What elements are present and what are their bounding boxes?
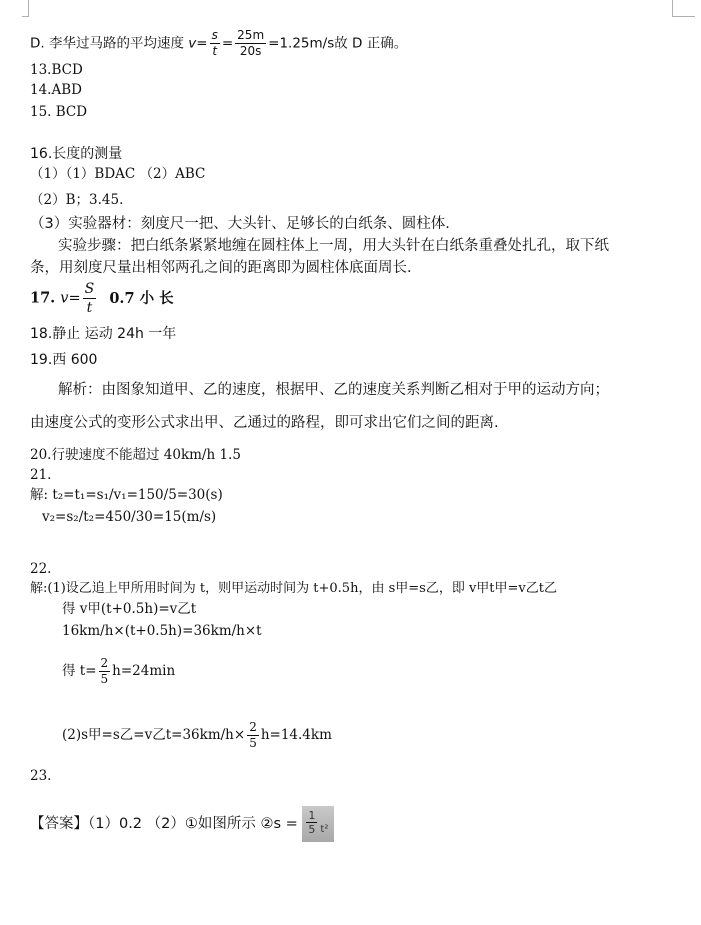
corner-mark-left (22, 0, 29, 17)
q19-analysis-1: 解析：由图象知道甲、乙的速度，根据甲、乙的速度关系判断乙相对于甲的运动方向； (58, 382, 609, 398)
q16-line4: 实验步骤：把白纸条紧紧地缠在圆柱体上一周，用大头针在白纸条重叠处扎孔，取下纸 (58, 238, 609, 254)
q23-answer: 【答案】（1）0.2 （2）①如图所示 ②s = $\frac{1}{5}$ t² (30, 806, 334, 842)
q22-line5: (2)s甲=s乙=v乙t=36km/h× $\frac{2}{5}$ h=14.4km (62, 720, 332, 750)
q23-label: 23. (30, 768, 52, 784)
q21-label: 21. (30, 467, 52, 483)
q22-line1: 解:(1)设乙追上甲所用时间为 t，则甲运动时间为 t+0.5h，由 s甲=s乙，即 v甲t甲=v乙t乙 (30, 581, 557, 596)
answer-15: 15. BCD (30, 104, 88, 120)
q19-line: 19.西 600 (30, 352, 98, 368)
q21-line1: 解: t₂=t₁=s₁/v₁=150/5=30(s) (30, 487, 223, 503)
q22-line2: 得 v甲(t+0.5h)=v乙t (62, 601, 197, 617)
q16-title: 16.长度的测量 (30, 146, 123, 162)
q16-line5: 条，用刻度尺量出相邻两孔之间的距离即为圆柱体底面周长. (30, 260, 412, 276)
q16-line2: （2）B；3.45. (30, 192, 124, 208)
q16-line1: （1）（1）BDAC （2）ABC (30, 166, 206, 182)
answer-14: 14.ABD (30, 82, 82, 98)
q18-line: 18.静止 运动 24h 一年 (30, 326, 177, 342)
q19-analysis-2: 由速度公式的变形公式求出甲、乙通过的路程，即可求出它们之间的距离. (30, 415, 499, 431)
q20-line: 20.行驶速度不能超过 40km/h 1.5 (30, 447, 241, 463)
q21-line2: v₂=s₂/t₂=450/30=15(m/s) (42, 509, 217, 525)
option-d-line: D. 李华过马路的平均速度 v= $\frac{s}{t}$ = $\frac{25m}{20s}$ =1.25m/s故 D 正确。 (30, 28, 408, 58)
q22-label: 22. (30, 561, 52, 577)
answer-13: 13.BCD (30, 62, 83, 78)
corner-mark-right (672, 0, 695, 17)
q17-line: 17. v= $\frac{S}{t}$ 0.7 小 长 (30, 281, 174, 316)
formula-image: $\frac{1}{5}$ t² (302, 806, 334, 842)
q22-line3: 16km/h×(t+0.5h)=36km/h×t (62, 623, 262, 639)
q16-line3: （3）实验器材：刻度尺一把、大头针、足够长的白纸条、圆柱体. (30, 216, 450, 232)
q22-line4: 得 t= $\frac{2}{5}$ h=24min (62, 656, 176, 686)
